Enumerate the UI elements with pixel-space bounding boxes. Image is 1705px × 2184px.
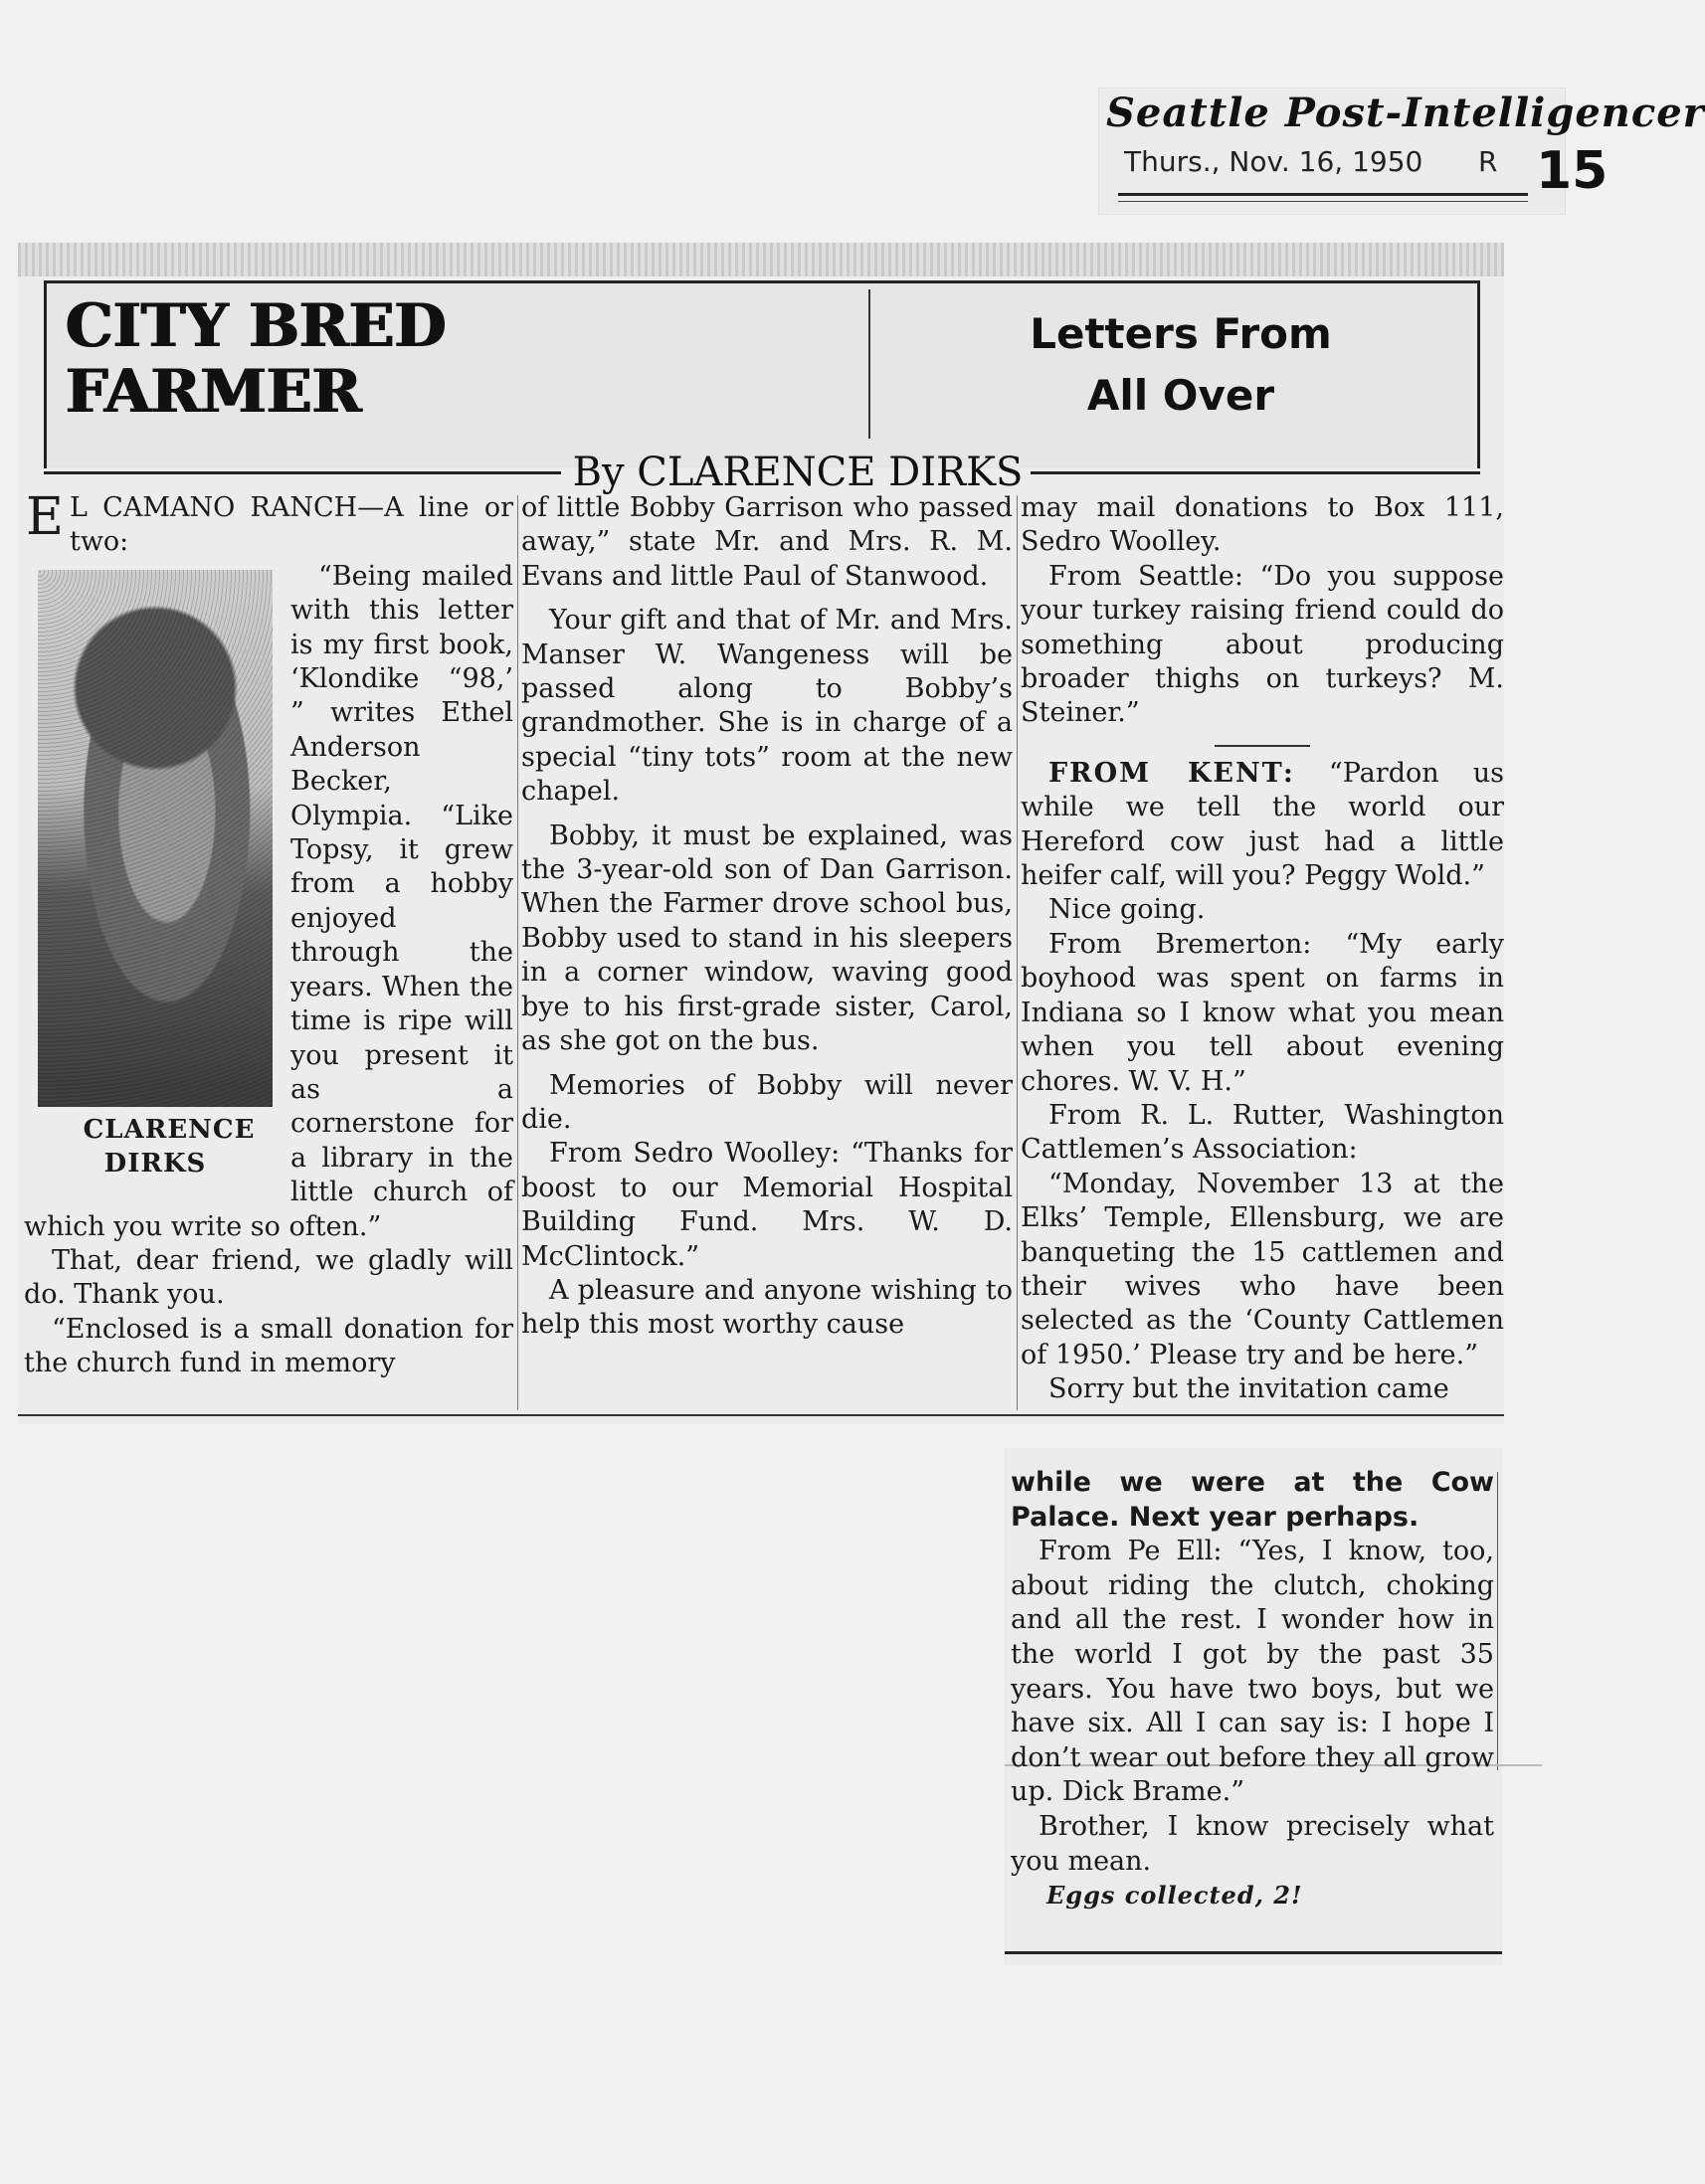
column-divider: [1017, 495, 1018, 1410]
header-divider: [868, 289, 870, 439]
paragraph: From Sedro Woolley: “Thanks for boost to our Memorial Hospital Building Fund. Mrs. W. D. McClintock.”: [521, 1138, 1013, 1272]
paragraph: Your gift and that of Mr. and Mrs. Manser W. Wangeness will be passed along to Bobby’s grandmother. She is in charge of a special “tiny tots” room at the new chapel.: [521, 605, 1013, 808]
paragraph: [24, 487, 513, 560]
byline-row: [44, 438, 1480, 497]
paragraph: [1021, 757, 1504, 894]
author-photo: [38, 570, 273, 1107]
drop-cap: E: [26, 487, 64, 547]
edition-mark: R: [1478, 145, 1498, 178]
paragraph: Brother, I know precisely what you mean.: [1011, 1810, 1494, 1877]
paragraph: From Seattle: “Do you suppose your turkey raising friend could do something about producing broader thighs on turkeys? M. Steiner.”: [1021, 560, 1504, 729]
paragraph: Sorry but the invitation came: [1048, 1373, 1449, 1405]
dateline-lead: FROM KENT:: [1048, 757, 1295, 789]
paragraph: Bobby, it must be explained, was the 3-year-old son of Dan Garrison. When the Farmer drove school bus, Bobby used to stand in his sleepers in a corner window, waving good bye to his first-grade sister, Carol, as she got on the bus.: [521, 819, 1013, 1057]
paragraph: while we were at the Cow Palace. Next year perhaps.: [1011, 1467, 1494, 1533]
byline-rule-left: [44, 471, 561, 474]
end-rule: [1005, 1951, 1502, 1954]
paragraph-text: “Pardon us while we tell the world our Hereford cow just had a little heifer calf, will you? Peggy Wold.”: [1021, 757, 1504, 892]
byline-rule-right: [1031, 471, 1480, 474]
author-photo-block: [38, 570, 273, 1181]
paragraph: From R. L. Rutter, Washington Cattlemen’s Association:: [1021, 1099, 1504, 1166]
paragraph: may mail donations to Box 111, Sedro Woolley.: [1021, 492, 1504, 558]
article-column-2: [521, 491, 1013, 1343]
section-separator: [1215, 745, 1310, 747]
masthead-rule-thin: [1118, 201, 1528, 202]
article-clipping: [18, 243, 1504, 1424]
newspaper-name: Seattle Post-Intelligencer: [1106, 90, 1705, 136]
paragraph: That, dear friend, we gladly will do. Thank you.: [24, 1244, 513, 1311]
sign-off: Eggs collected, 2!: [1046, 1881, 1303, 1911]
masthead-clipping: [1098, 88, 1705, 215]
paragraph: A pleasure and anyone wishing to help this most worthy cause: [521, 1274, 1013, 1341]
paragraph: Memories of Bobby will never die.: [521, 1069, 1013, 1135]
continuation-clipping: [1005, 1448, 1502, 1965]
masthead-rule: [1118, 193, 1528, 196]
clipping-edge-rule: [1497, 1472, 1498, 1770]
publication-date: Thurs., Nov. 16, 1950: [1124, 145, 1423, 178]
photo-caption-line1: CLARENCE: [83, 1114, 256, 1145]
clipping-torn-edge: [18, 243, 1504, 276]
column-title-line1: CITY BRED: [65, 291, 446, 361]
paragraph: “Monday, November 13 at the Elks’ Temple, Ellensburg, we are banqueting the 15 cattlemen and their wives who have been selected as the ‘County Cattlemen of 1950.’ Please try and be here.”: [1021, 1168, 1504, 1370]
paragraph: of little Bobby Garrison who passed away,” state Mr. and Mrs. R. M. Evans and little Paul of Stanwood.: [521, 492, 1013, 592]
paragraph: “Enclosed is a small donation for the church fund in memory: [24, 1313, 513, 1379]
paragraph: From Pe Ell: “Yes, I know, too, about riding the clutch, choking and all the rest. I wonder how in the world I got by the past 35 years. You have two boys, but we have six. All I can say is: I hope I don’t wear out before they all grow up. Dick Brame.”: [1011, 1536, 1494, 1808]
paragraph-text: L CAMANO RANCH—A line or two:: [69, 492, 513, 558]
column-title-line2: FARMER: [65, 357, 361, 427]
paragraph: Nice going.: [1048, 894, 1206, 926]
article-column-3: [1021, 491, 1504, 1407]
column-title: [65, 293, 446, 425]
clipping-bottom-rule: [18, 1414, 1504, 1416]
article-column-1: [24, 487, 513, 1381]
paragraph-text: “Being mailed with this letter is my first book, ‘Klondike “98,’ ” writes Ethel Anderson Becker, Olympia. “Like Topsy, it grew from a hobby enjoyed through the years. When the time is ripe will you present it as a cornerstone for a library in the little church of which you write so often.”: [24, 560, 513, 1242]
paragraph: From Bremerton: “My early boyhood was spent on farms in Indiana so I know what you mean when you tell about evening chores. W. V. H.”: [1021, 928, 1504, 1097]
column-subtitle-line1: Letters From: [1030, 309, 1332, 358]
photo-caption-line2: DIRKS: [103, 1148, 207, 1179]
column-divider: [517, 495, 518, 1410]
column-subtitle-line2: All Over: [1086, 371, 1275, 420]
column-subtitle: [1012, 303, 1350, 427]
page-number: 15: [1536, 141, 1609, 201]
continuation-text: [1011, 1466, 1494, 1913]
paragraph: [24, 560, 513, 1244]
byline: By CLARENCE DIRKS: [572, 450, 1024, 495]
photo-caption: [38, 1113, 273, 1181]
